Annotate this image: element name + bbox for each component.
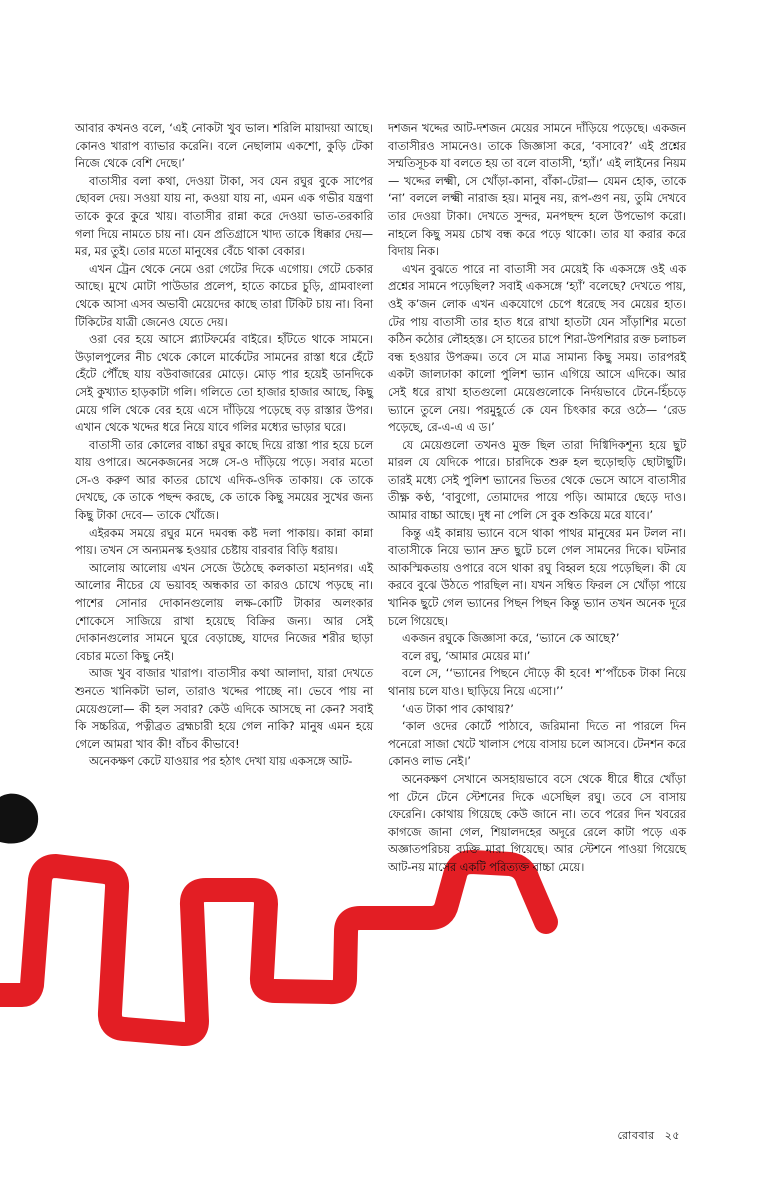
page-number: ২৫ <box>664 1129 680 1142</box>
article-paragraph: এখন ট্রেন থেকে নেমে ওরা গেটের দিকে এগোয়। গেটে চেকার আছে। মুখে মোটা পাউডার প্রলেপ, হাতে কাচের চুড়ি, গ্রামবাংলা থেকে আসা এসব অভাবী মেয়েদের কাছে তারা টিকিট চায় না। বিনা টিকিটের যাত্রী জেনেও যেতে দেয়। <box>75 262 373 329</box>
article-paragraph: অনেকক্ষণ কেটে যাওয়ার পর হঠাৎ দেখা যায় একসঙ্গে আট- <box>89 755 353 769</box>
article-left-column <box>75 120 373 771</box>
article-right-column <box>388 120 686 877</box>
article-paragraph: ওরা বের হয়ে আসে প্ল্যাটফর্মের বাইরে। হাঁটতে থাকে সামনে। উড়ালপুলের নীচ থেকে কোলে মার্কেটের সামনের রাস্তা ধরে হেঁটে হেঁটে পৌঁছে যায় বউবাজারের মোড়ে। মোড় পার হয়েই ডানদিকে সেই কুখ্যাত হাড়কাটা গলি। গলিতে তো হাজার হাজার আছে, কিছু মেয়ে গলি থেকে বের হয়ে এসে দাঁড়িয়ে পড়েছে বড় রাস্তার উপর। এখান থেকে খদ্দের ধরে নিয়ে যাবে গলির মধ্যের ভাড়ার ঘরে। <box>75 333 373 435</box>
article-paragraph: ‘এত টাকা পাব কোথায়?’ <box>402 702 514 716</box>
article-paragraph: এইরকম সময়ে রঘুর মনে দমবন্ধ কষ্ট দলা পাকায়। কান্না কান্না পায়। তখন সে অন্যমনস্ক হওয়ার চেষ্টায় বারবার বিড়ি ধরায়। <box>75 526 373 558</box>
article-paragraph: আজ খুব বাজার খারাপ। বাতাসীর কথা আলাদা, যারা দেখতে শুনতে খানিকটা ভাল, তারাও খদ্দের পাচ্ছে না। ভেবে পায় না মেয়েগুলো— কী হল সবার? কেউ এদিকে আসছে না কেন? সবাই কি সচ্চরিত্র, পত্নীব্রত ব্রহ্মচারী হয়ে গেল নাকি? মানুষ এমন হয়ে গেলে আমরা খাব কী! বাঁচব কীভাবে! <box>75 667 373 751</box>
page-footer <box>612 1127 681 1146</box>
article-paragraph: বলে রঘু, ‘আমার মেয়ের মা।’ <box>402 649 531 663</box>
black-half-circle-shape <box>0 794 38 844</box>
article-paragraph: অনেকক্ষণ সেখানে অসহায়ভাবে বসে থেকে ধীরে ধীরে খোঁড়া পা টেনে টেনে স্টেশনের দিকে এসেছিল রঘু। তবে সে বাসায় ফেরেনি। কোথায় গিয়েছে কেউ জানে না। তবে পরের দিন খবরের কাগজে জানা গেল, শিয়ালদহের অদূরে রেলে কাটা পড়ে এক অজ্ঞাতপরিচয় ব্যক্তি মারা গিয়েছে। আর স্টেশনে পাওয়া গিয়েছে আট-নয় মাসের একটি পরিত্যক্ত বাচ্চা মেয়ে। <box>388 772 686 874</box>
article-paragraph: এখন বুঝতে পারে না বাতাসী সব মেয়েই কি একসঙ্গে ওই এক প্রশ্নের সামনে পড়েছিল? সবাই একসঙ্গে ‘হ্যাঁ’ বলেছে? দেখতে পায়, ওই ক’জন লোক এখন একযোগে চেপে ধরেছে সব মেয়ের হাত। টের পায় বাতাসী তার হাত ধরে রাখা হাতটা যেন সাঁড়াশির মতো কঠিন কঠোর লৌহহস্ত। সে হাতের চাপে শিরা-উপশিরার রক্ত চলাচল বন্ধ হওয়ার উপক্রম। তবে সে মাত্র সামান্য কিছু সময়। তারপরই একটা জালঢাকা কালো পুলিশ ভ্যান এগিয়ে আসে এদিকে। আর সেই ধরে রাখা হাতগুলো মেয়েগুলোকে নির্দয়ভাবে টেনে-হিঁচড়ে ভ্যানে তুলে নেয়। পরমুহূর্তে কে যেন চিৎকার করে ওঠে— ‘রেড পড়েছে, রে-এ-এ এ ড।’ <box>388 262 687 435</box>
article-paragraph: বাতাসী তার কোলের বাচ্চা রঘুর কাছে দিয়ে রাস্তা পার হয়ে চলে যায় ওপারে। অনেকজনের সঙ্গে সে-ও দাঁড়িয়ে পড়ে। সবার মতো সে-ও করুণ আর কাতর চোখে এদিক-ওদিক তাকায়। কে তাকে দেখছে, কে তাকে পছন্দ করছে, কে তাকে কিছু সময়ের সুখের জন্য কিছু টাকা দেবে— তাকে খোঁজে। <box>75 438 373 523</box>
article-paragraph: যে মেয়েগুলো তখনও মুক্ত ছিল তারা দিগ্বিদিকশূন্য হয়ে ছুট মারল যে যেদিকে পারে। চারদিকে শুরু হল হুড়োহুড়ি ছোটাছুটি। তারই মধ্যে সেই পুলিশ ভ্যানের ভিতর থেকে ভেসে আসে বাতাসীর তীক্ষ্ণ কণ্ঠ, ‘বাবুগো, তোমাদের পায়ে পড়ি। আমারে ছেড়ে দাও। আমার বাচ্চা আছে। দুধ না পেলি সে বুক শুকিয়ে মরে যাবে।’ <box>388 438 686 523</box>
magazine-name: রোববার <box>617 1129 655 1142</box>
article-paragraph: বলে সে, ‘‘ভ্যানের পিছনে দৌড়ে কী হবে! শ’পাঁচেক টাকা নিয়ে থানায় চলে যাও। ছাড়িয়ে নিয়ে এসো।’’ <box>388 667 686 698</box>
article-paragraph: বাতাসীর বলা কথা, দেওয়া টাকা, সব যেন রঘুর বুকে সাপের ছোবল দেয়। সওয়া যায় না, কওয়া যায় না, এমন এক গভীর যন্ত্রণা তাকে কুরে কুরে খায়। বাতাসীর রান্না করে দেওয়া ভাত-তরকারি গলা দিয়ে নামতে চায় না। যেন প্রতিগ্রাসে খাদ্য তাকে ধিক্কার দেয়— মর, মর তুই। তোর মতো মানুষের বেঁচে থাকা বেকার। <box>75 174 373 259</box>
article-paragraph: ‘কাল ওদের কোর্টে পাঠাবে, জরিমানা দিতে না পারলে দিন পনেরো সাজা খেটে খালাস পেয়ে বাসায় চলে আসবে। টেনশন করে কোনও লাভ নেই।’ <box>388 720 686 769</box>
red-squiggle-path <box>0 862 546 1034</box>
article-paragraph: একজন রঘুকে জিজ্ঞাসা করে, ‘ভ্যানে কে আছে?’ <box>402 632 620 646</box>
article-paragraph: কিন্তু এই কান্নায় ভ্যানে বসে থাকা পাথর মানুষের মন টলল না। বাতাসীকে নিয়ে ভ্যান দ্রুত ছুটে চলে গেল সামনের দিকে। ঘটনার আকস্মিকতায় ওপারে বসে থাকা রঘু বিহ্বল হয়ে পড়েছিল। কী যে করবে বুঝে উঠতে পারছিল না। যখন সম্বিত ফিরল সে খোঁড়া পায়ে খানিক ছুটে গেল ভ্যানের পিছন পিছন কিন্তু ভ্যান তখন অনেক দূরে চলে গিয়েছে। <box>388 526 686 628</box>
article-paragraph: আবার কখনও বলে, ‘এই নোকটা খুব ভাল। শরিলি মায়াদয়া আছে। কোনও খারাপ ব্যাভার করেনি। বলে নেছালাম একশো, কুড়ি টেকা নিজে থেকে বেশি দেছে।’ <box>75 122 373 171</box>
article-paragraph: আলোয় আলোয় এখন সেজে উঠেছে কলকাতা মহানগর। এই আলোর নীচের যে ভয়াবহ অন্ধকার তা কারও চোখে পড়ছে না। পাশের সোনার দোকানগুলোয় লক্ষ-কোটি টাকার অলংকার শোকেসে সাজিয়ে রাখা হয়েছে বিক্রির জন্য। আর সেই দোকানগুলোর সামনে ঘুরে বেড়াচ্ছে, যাদের নিজের শরীর ছাড়া বেচার মতো কিছু নেই। <box>75 561 373 663</box>
article-paragraph: দশজন খদ্দের আট-দশজন মেয়ের সামনে দাঁড়িয়ে পড়েছে। একজন বাতাসীরও সামনেও। তাকে জিজ্ঞাসা করে, ‘বসাবে?’ এই প্রশ্নের সম্মতিসূচক যা বলতে হয় তা বলে বাতাসী, ‘হ্যাঁ।’ এই লাইনের নিয়ম— খদ্দের লক্ষ্মী, সে খোঁড়া-কানা, বাঁকা-টেরা— যেমন হোক, তাকে ‘না’ বললে লক্ষ্মী নারাজ হয়। মানুষ নয়, রূপ-গুণ নয়, তুমি দেখবে তার দেওয়া টাকা। দেখতে সুন্দর, মনপছন্দ হলে উপভোগ করো। নাহলে কিছু সময় চোখ বন্ধ করে পড়ে থাকো। তার যা করার করে বিদায় নিক। <box>388 122 686 259</box>
